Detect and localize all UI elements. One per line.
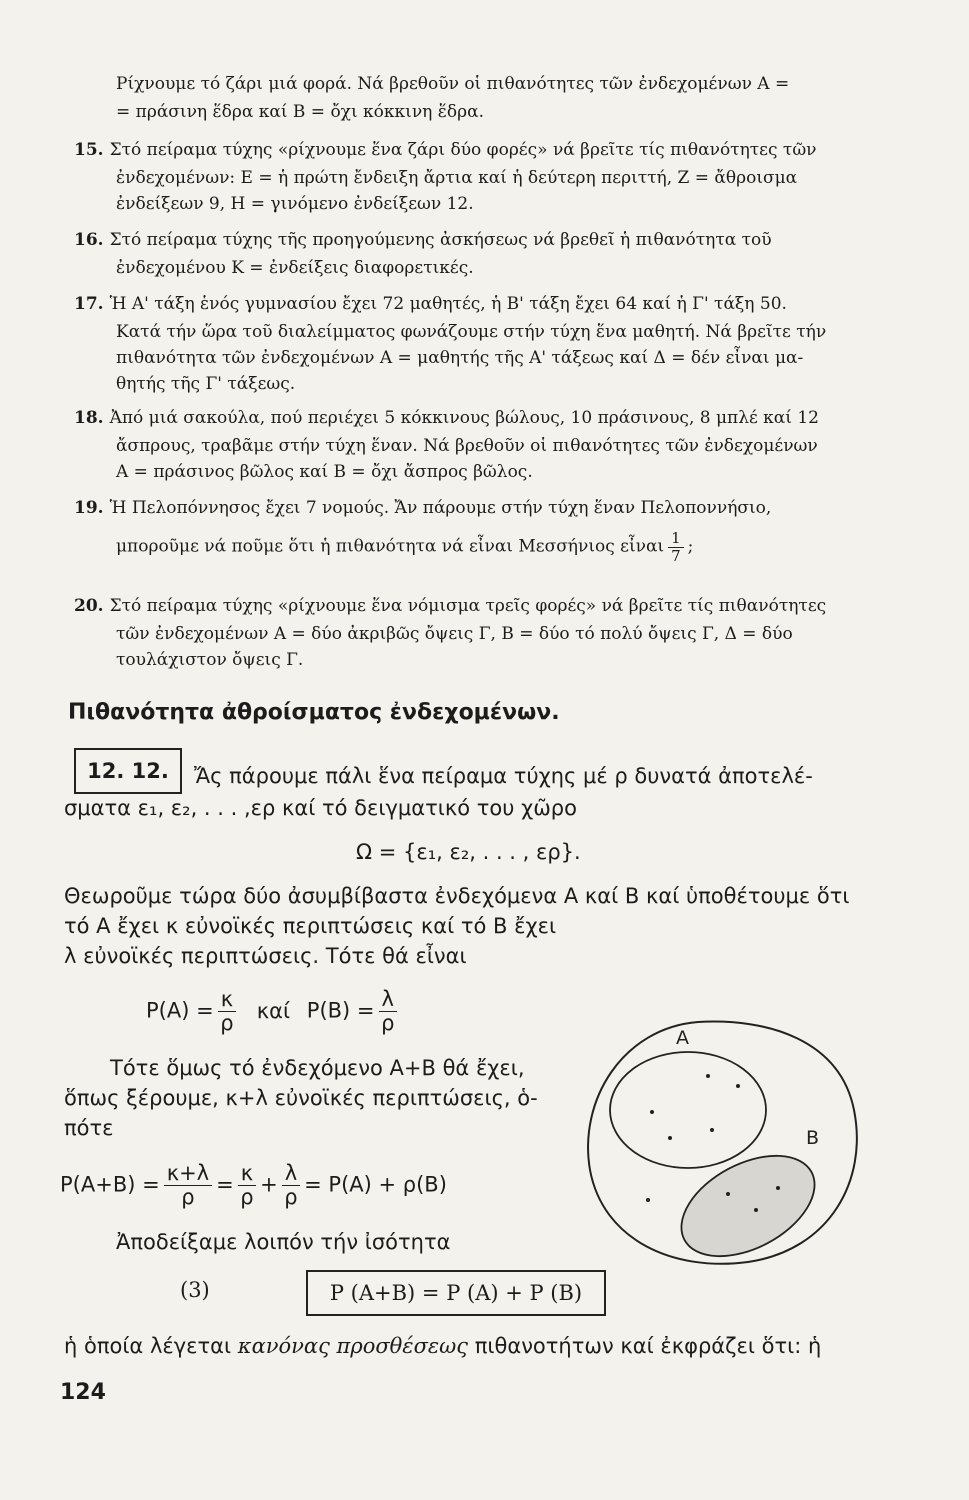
ex16-line1 — [74, 230, 772, 250]
outcome-dot — [754, 1208, 758, 1212]
pa-fraction — [218, 988, 236, 1035]
pb-lhs: P(B) = — [306, 998, 375, 1023]
outcome-dot — [706, 1074, 710, 1078]
equation-label: (3) — [180, 1278, 210, 1302]
ex16-number: 16. — [74, 230, 104, 250]
ex19-frac-den: 7 — [671, 546, 681, 565]
ex19-number: 19. — [74, 498, 104, 518]
outcome-dot — [710, 1128, 714, 1132]
ex20-text1: Στό πείραμα τύχης «ρίχνουμε ἕνα νόμισμα τρεῖς φορές» νά βρεῖτε τίς πιθανότητες — [109, 596, 827, 616]
sum-rhs: = P(A) + ρ(B) — [304, 1172, 447, 1197]
sum-f3-num: λ — [282, 1162, 300, 1186]
outcome-dot — [726, 1192, 730, 1196]
outcome-dot — [776, 1186, 780, 1190]
sum-fraction-1 — [164, 1162, 212, 1209]
ex16-text1: Στό πείραμα τύχης τῆς προηγούμενης ἀσκήσεως νά βρεθεῖ ἡ πιθανότητα τοῦ — [109, 230, 772, 250]
pb-den: ρ — [381, 1011, 395, 1036]
ex14-line1: Ρίχνουμε τό ζάρι μιά φορά. Νά βρεθοῦν οἱ πιθανότητες τῶν ἐνδεχομένων Α = — [116, 74, 790, 94]
sum-f1-den: ρ — [181, 1185, 195, 1210]
rule-name: κανόνας προσθέσεως — [237, 1334, 469, 1358]
ex19-end: ; — [687, 536, 694, 557]
p2-line3: λ εὐνοϊκές περιπτώσεις. Τότε θά εἶναι — [64, 944, 467, 968]
addition-rule-box: P (A+B) = P (A) + P (B) — [306, 1270, 606, 1316]
sum-lhs: P(A+B) = — [60, 1172, 160, 1197]
label-b: B — [806, 1127, 820, 1149]
ex14-line2: = πράσινη ἕδρα καί Β = ὄχι κόκκινη ἕδρα. — [116, 102, 484, 122]
page-number: 124 — [60, 1380, 106, 1405]
p2-line2: τό Α ἔχει κ εὐνοϊκές περιπτώσεις καί τό Β ἔχει — [64, 914, 557, 938]
pa-den: ρ — [220, 1011, 234, 1036]
pb-num: λ — [379, 988, 397, 1012]
outcome-dot — [736, 1084, 740, 1088]
pa-lhs: P(A) = — [146, 998, 214, 1023]
section-number: 12. 12. — [74, 748, 182, 794]
ex18-text1: Ἀπό μιά σακούλα, πού περιέχει 5 κόκκινους βώλους, 10 πράσινους, 8 μπλέ καί 12 — [109, 408, 819, 428]
last-pre: ἡ ὁποία λέγεται — [64, 1334, 232, 1358]
ex18-number: 18. — [74, 408, 104, 428]
sum-fraction-3 — [282, 1162, 300, 1209]
p1-line2: σματα ε₁, ε₂, . . . ,ερ καί τό δειγματικό του χῶρο — [64, 796, 577, 820]
ex19-fraction — [668, 530, 684, 564]
ex17-line2: Κατά τήν ὥρα τοῦ διαλείμματος φωνάζουμε στήν τύχη ἕνα μαθητή. Νά βρεῖτε τήν — [116, 322, 827, 342]
ex17-line3: πιθανότητα τῶν ἐνδεχομένων Α = μαθητής τῆς Α' τάξεως καί Δ = δέν εἶναι μα- — [116, 348, 804, 368]
pa-num: κ — [218, 988, 236, 1012]
ex20-line2: τῶν ἐνδεχομένων Α = δύο ἀκριβῶς ὄψεις Γ, Β = δύο τό πολύ ὄψεις Γ, Δ = δύο — [116, 624, 793, 644]
event-b-region — [665, 1135, 832, 1272]
p2-line1: Θεωροῦμε τώρα δύο ἀσυμβίβαστα ἐνδεχόμενα Α καί Β καί ὑποθέτουμε ὅτι — [64, 884, 850, 908]
ex17-line1 — [74, 294, 787, 314]
last-post: πιθανοτήτων καί ἐκφράζει ὅτι: ἡ — [474, 1334, 822, 1358]
ex15-text1: Στό πείραμα τύχης «ρίχνουμε ἕνα ζάρι δύο φορές» νά βρεῖτε τίς πιθανότητες τῶν — [109, 140, 817, 160]
p3-line1: Τότε ὅμως τό ἐνδεχόμενο Α+Β θά ἔχει, — [110, 1056, 525, 1080]
ex18-line3: Α = πράσινος βῶλος καί Β = ὄχι ἄσπρος βῶλος. — [116, 462, 533, 482]
ex19-line2 — [116, 530, 693, 564]
ex20-line1 — [74, 596, 826, 616]
omega-formula: Ω = {ε₁, ε₂, . . . , ερ}. — [356, 840, 581, 864]
ex16-line2: ἐνδεχομένου Κ = ἐνδείξεις διαφορετικές. — [116, 258, 474, 278]
ex19-line1 — [74, 498, 771, 518]
event-a-region — [610, 1052, 766, 1168]
sum-f2-num: κ — [238, 1162, 256, 1186]
section-heading: Πιθανότητα ἀθροίσματος ἐνδεχομένων. — [68, 700, 560, 725]
outcome-dot — [646, 1198, 650, 1202]
sum-plus: + — [260, 1172, 278, 1197]
p3-line2: ὅπως ξέρουμε, κ+λ εὐνοϊκές περιπτώσεις, ὁ- — [64, 1086, 538, 1110]
ex20-line3: τουλάχιστον ὄψεις Γ. — [116, 650, 304, 670]
kai-word: καί — [256, 998, 291, 1023]
ex18-line1 — [74, 408, 819, 428]
ex15-line2: ἐνδεχομένων: Ε = ἡ πρώτη ἔνδειξη ἄρτια καί ἡ δεύτερη περιττή, Ζ = ἄθροισμα — [116, 168, 798, 188]
p1-line1: Ἄς πάρουμε πάλι ἕνα πείραμα τύχης μέ ρ δυνατά ἀποτελέ- — [194, 764, 813, 788]
p3-line3: πότε — [64, 1116, 114, 1140]
ex19-text1: Ἡ Πελοπόννησος ἔχει 7 νομούς. Ἄν πάρουμε στήν τύχη ἕναν Πελοποννήσιο, — [109, 498, 772, 518]
outcome-dot — [668, 1136, 672, 1140]
sum-equals: = — [216, 1172, 234, 1197]
ex17-text1: Ἡ Α' τάξη ἑνός γυμνασίου ἔχει 72 μαθητές, ἡ Β' τάξη ἔχει 64 καί ἡ Γ' τάξη 50. — [109, 294, 787, 314]
probability-formulas — [146, 988, 401, 1035]
sum-f2-den: ρ — [240, 1185, 254, 1210]
ex15-line3: ἐνδείξεων 9, Η = γινόμενο ἐνδείξεων 12. — [116, 194, 474, 214]
sum-f1-num: κ+λ — [164, 1162, 212, 1186]
ex19-text2: μποροῦμε νά ποῦμε ὅτι ἡ πιθανότητα νά εἶναι Μεσσήνιος εἶναι — [116, 536, 665, 557]
ex17-number: 17. — [74, 294, 104, 314]
ex20-number: 20. — [74, 596, 104, 616]
proved-line: Ἀποδείξαμε λοιπόν τήν ἰσότητα — [116, 1230, 451, 1254]
sum-f3-den: ρ — [284, 1185, 298, 1210]
ex18-line2: ἄσπρους, τραβᾶμε στήν τύχη ἕναν. Νά βρεθοῦν οἱ πιθανότητες τῶν ἐνδεχομένων — [116, 436, 818, 456]
sample-space-diagram — [578, 1010, 868, 1272]
ex15-line1 — [74, 140, 817, 160]
outcome-dot — [650, 1110, 654, 1114]
ex17-line4: θητής τῆς Γ' τάξεως. — [116, 374, 296, 394]
label-a: A — [676, 1027, 689, 1049]
sum-fraction-2 — [238, 1162, 256, 1209]
ex15-number: 15. — [74, 140, 104, 160]
ex19-frac-num: 1 — [668, 530, 684, 548]
last-line — [64, 1334, 821, 1358]
sum-formula — [60, 1162, 447, 1209]
pb-fraction — [379, 988, 397, 1035]
